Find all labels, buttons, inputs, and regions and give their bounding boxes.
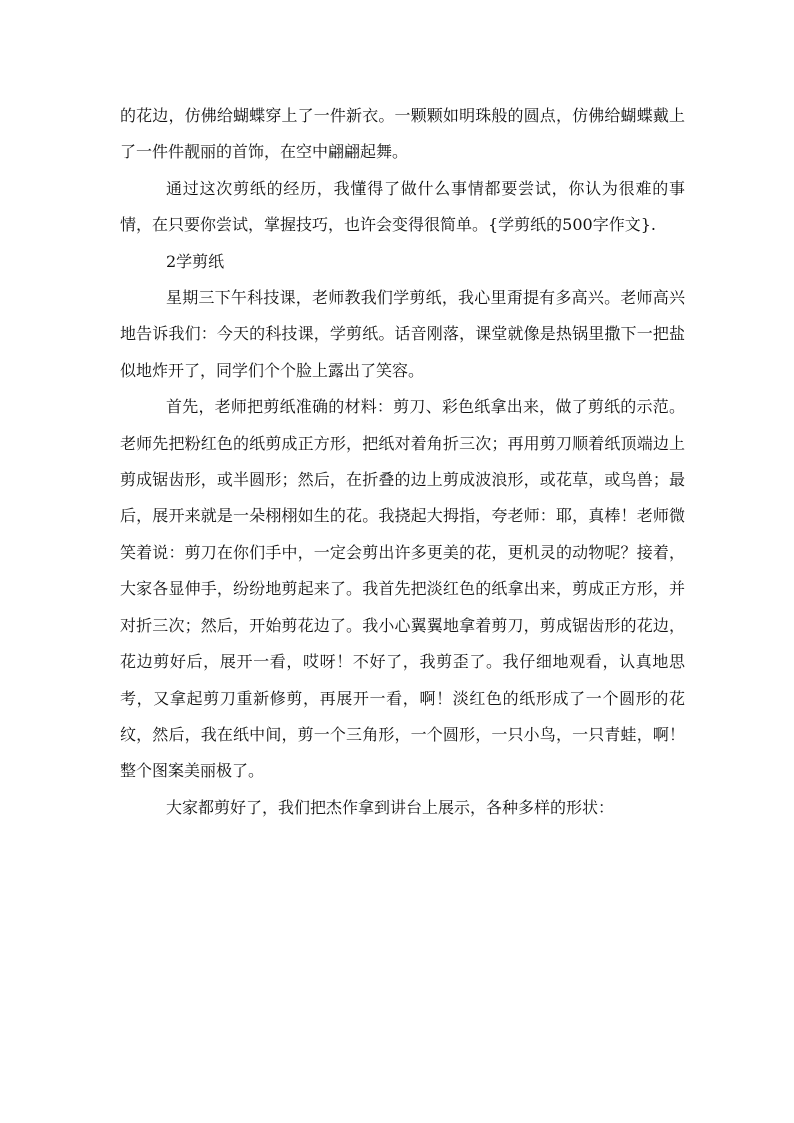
paragraph-butterfly-ending: 的花边，仿佛给蝴蝶穿上了一件新衣。一颗颗如明珠般的圆点，仿佛给蝴蝶戴上了一件件靓丽的首饰，在空中翩翩起舞。 xyxy=(120,106,685,162)
paragraph-experience-summary: 通过这次剪纸的经历，我懂得了做什么事情都要尝试，你认为很难的事情，在只要你尝试，掌握技巧，也许会变得很简单。{学剪纸的500字作文}. xyxy=(120,178,685,235)
paragraph-science-class: 星期三下午科技课，老师教我们学剪纸，我心里甭提有多高兴。老师高兴地告诉我们：今天的科技课，学剪纸。话音刚落，课堂就像是热锅里撒下一把盐似地炸开了，同学们个个脸上露出了笑容。 xyxy=(120,288,685,380)
document-page xyxy=(120,98,685,826)
section-heading: 2学剪纸 xyxy=(166,251,225,271)
paragraph-showcase: 大家都剪好了，我们把杰作拿到讲台上展示，各种多样的形状： xyxy=(166,797,615,817)
paragraph-paper-cutting-process: 首先，老师把剪纸准确的材料：剪刀、彩色纸拿出来，做了剪纸的示范。老师先把粉红色的纸剪成正方形，把纸对着角折三次；再用剪刀顺着纸顶端边上剪成锯齿形，或半圆形；然后，在折叠的边上剪成波浪形，或花草，或鸟兽；最后，展开来就是一朵栩栩如生的花。我挠起大拇指，夸老师：耶，真棒！老师微笑着说：剪刀在你们手中，一定会剪出许多更美的花，更机灵的动物呢？接着，大家各显伸手，纷纷地剪起来了。我首先把淡红色的纸拿出来，剪成正方形，并对折三次；然后，开始剪花边了。我小心翼翼地拿着剪刀，剪成锯齿形的花边，花边剪好后，展开一看，哎呀！不好了，我剪歪了。我仔细地观看，认真地思考，又拿起剪刀重新修剪，再展开一看，啊！淡红色的纸形成了一个圆形的花纹，然后，我在纸中间，剪一个三角形，一个圆形，一只小鸟，一只青蛙，啊！整个图案美丽极了。 xyxy=(120,397,685,781)
